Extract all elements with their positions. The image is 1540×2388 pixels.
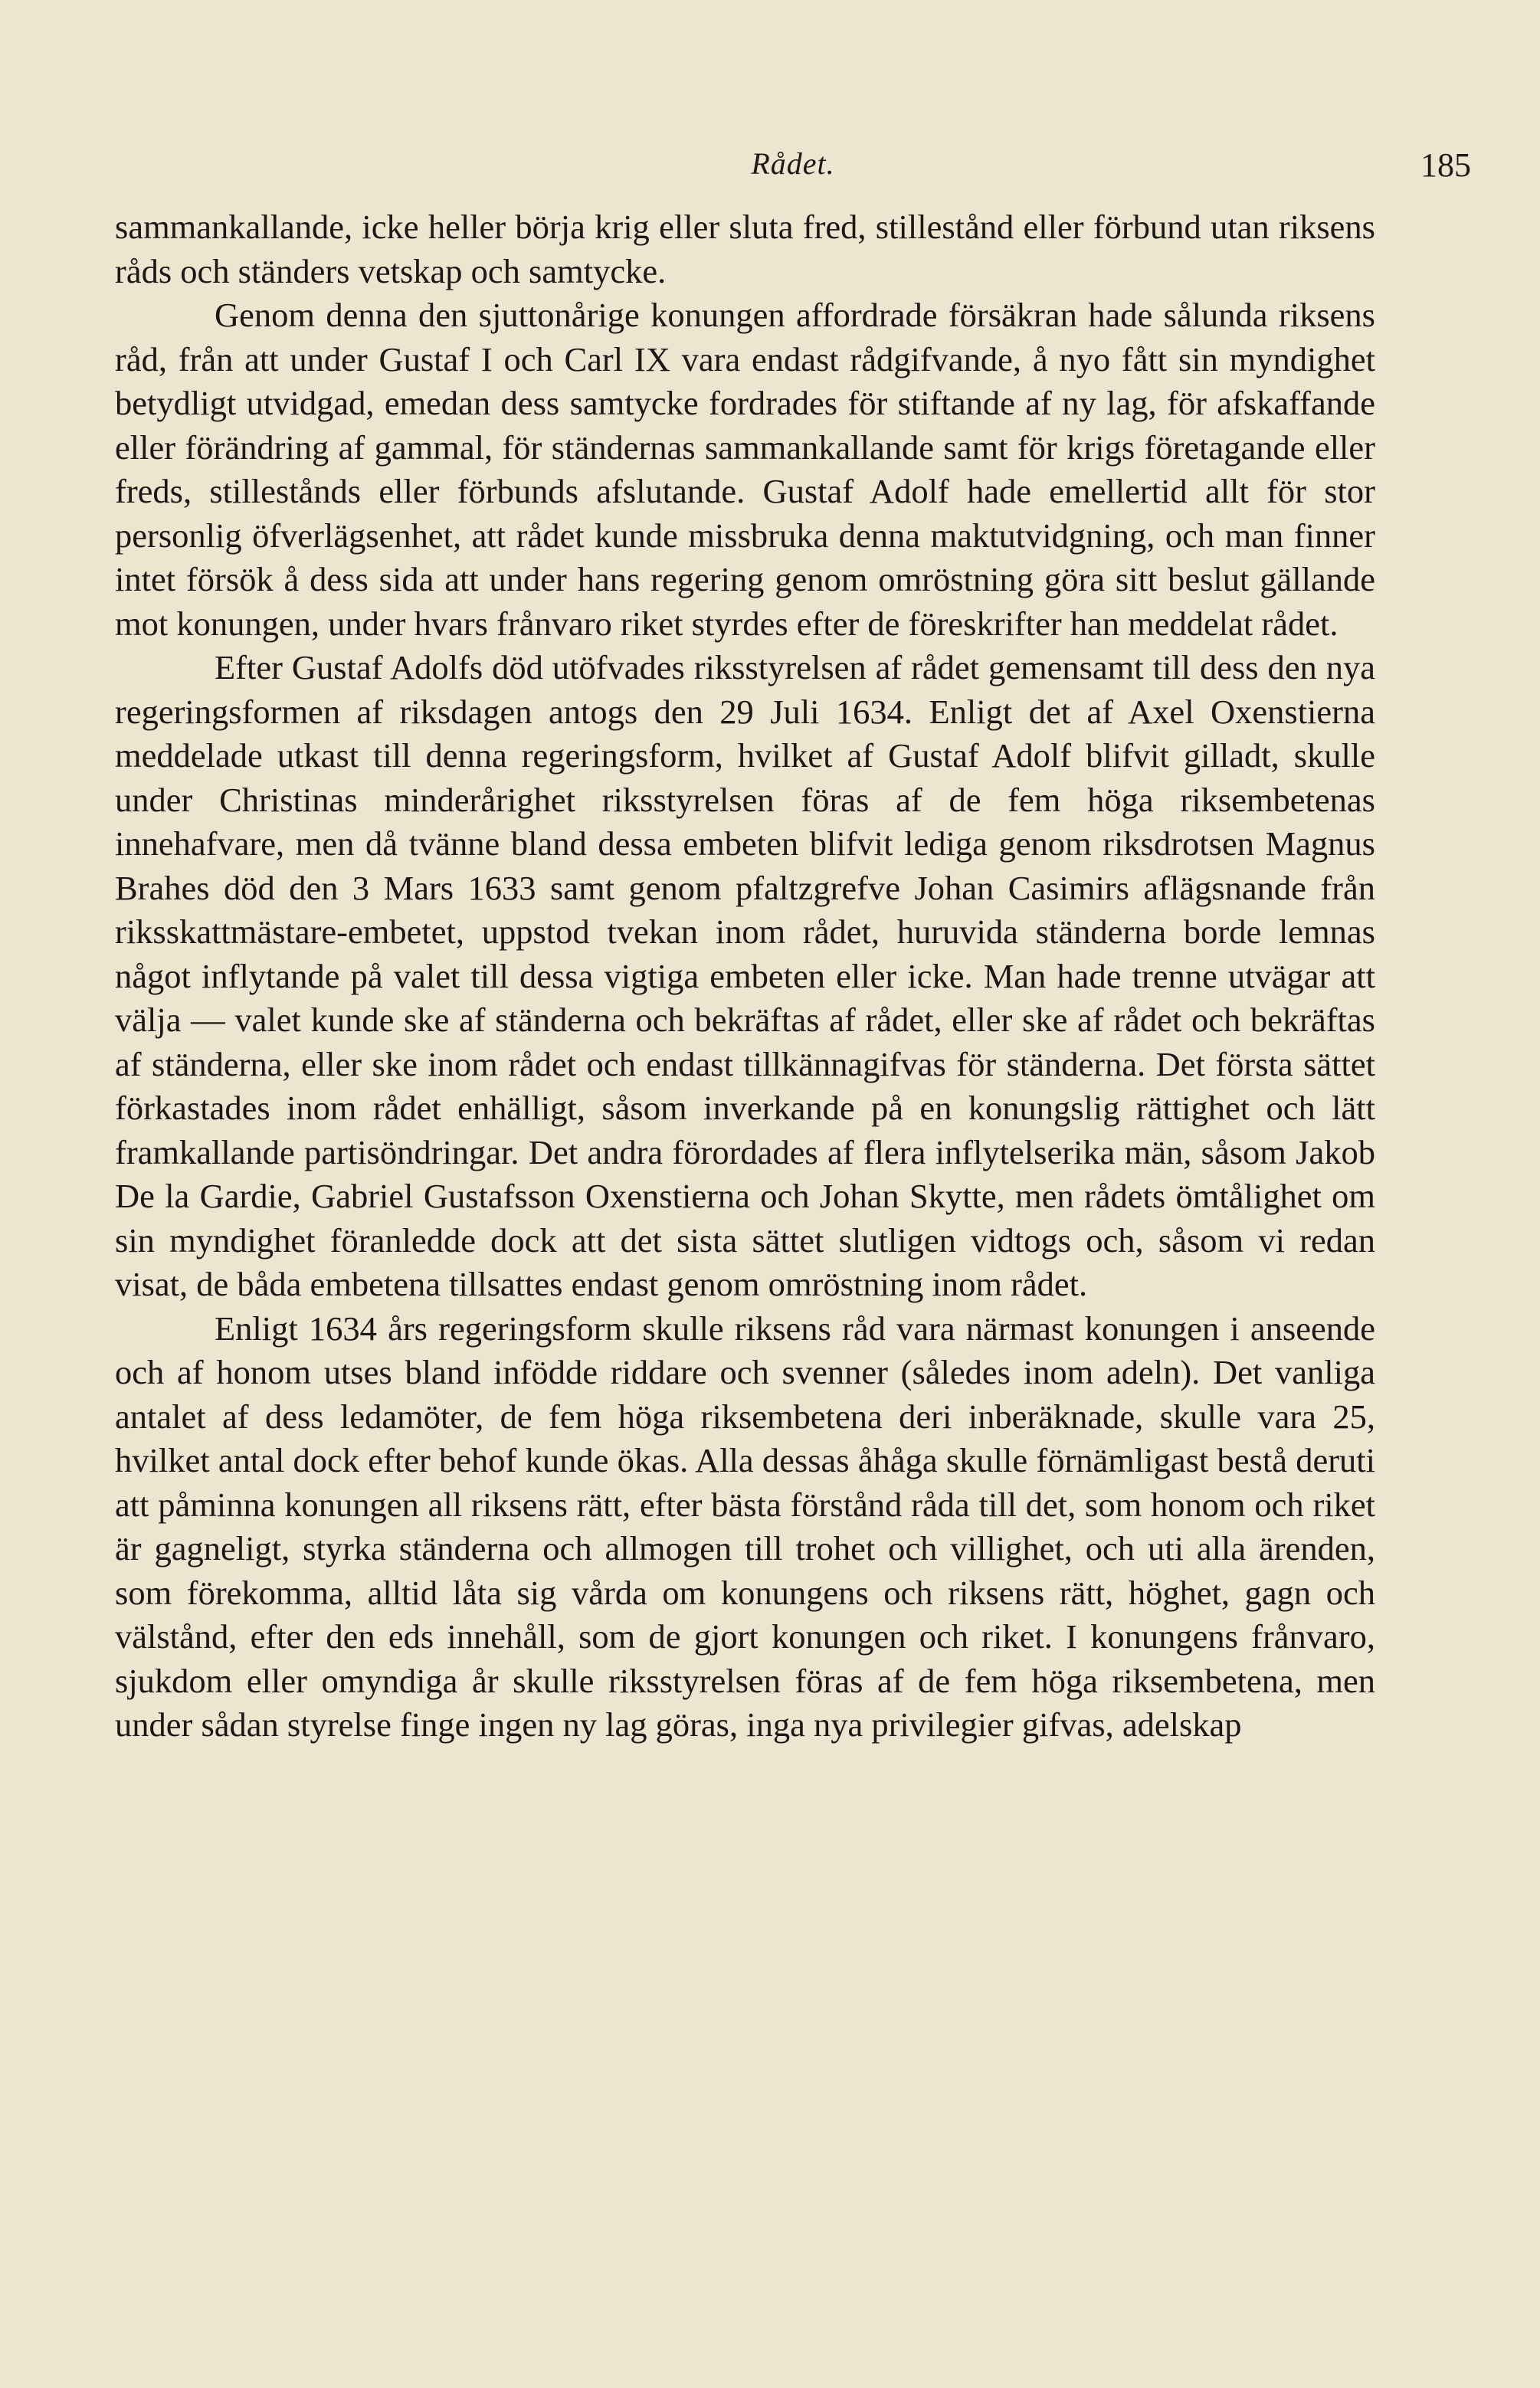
page-number: 185	[1420, 146, 1471, 184]
running-head: Rådet.	[751, 146, 835, 181]
paragraph: Enligt 1634 års regeringsform skulle riksens råd vara närmast konungen i anseende och af honom utses bland infödde riddare och svenner (således inom adeln). Det vanliga antalet af dess ledamöter, de fem höga riksembetena deri inberäknade, skulle vara 25, hvilket antal dock efter behof kunde ökas. Alla dessas åhåga skulle förnämligast bestå deruti att påminna konungen all riksens rätt, efter bästa förstånd råda till det, som honom och riket är gagneligt, styrka ständerna och allmogen till trohet och villighet, och uti alla ärenden, som förekomma, alltid låta sig vårda om konungens och riksens rätt, höghet, gagn och välstånd, efter den eds innehåll, som de gjort konungen och riket. I konungens frånvaro, sjukdom eller omyndiga år skulle riksstyrelsen föras af de fem höga riksembetena, men under sådan styrelse finge ingen ny lag göras, inga nya privilegier gifvas, adelskap	[115, 1309, 1375, 1744]
paragraph: Genom denna den sjuttonårige konungen affordrade försäkran hade sålunda riksens råd, från att under Gustaf I och Carl IX vara endast rådgifvande, å nyo fått sin myndighet betydligt utvidgad, emedan dess samtycke fordrades för stiftande af ny lag, för afskaffande eller förändring af gammal, för ständernas sammankallande samt för krigs företagande eller freds, stillestånds eller förbunds afslutande. Gustaf Adolf hade emellertid allt för stor personlig öfverlägsenhet, att rådet kunde missbruka denna maktutvidgning, och man finner intet försök å dess sida att under hans regering genom omröstning göra sitt beslut gällande mot konungen, under hvars frånvaro riket styrdes efter de föreskrifter han meddelat rådet.	[115, 296, 1375, 643]
page-header	[115, 146, 1471, 199]
paragraph-continued: sammankallande, icke heller börja krig eller sluta fred, stillestånd eller förbund utan riksens råds och ständers vetskap och samtycke.	[115, 208, 1375, 290]
body-text	[115, 205, 1375, 1748]
paragraph: Efter Gustaf Adolfs död utöfvades riksstyrelsen af rådet gemensamt till dess den nya regeringsformen af riksdagen antogs den 29 Juli 1634. Enligt det af Axel Oxenstierna meddelade utkast till denna regeringsform, hvilket af Gustaf Adolf blifvit gilladt, skulle under Christinas minderårighet riksstyrelsen föras af de fem höga riksembetenas innehafvare, men då tvänne bland dessa embeten blifvit lediga genom riksdrotsen Magnus Brahes död den 3 Mars 1633 samt genom pfaltzgrefve Johan Casimirs aflägsnande från riksskattmästare-embetet, uppstod tvekan inom rådet, huruvida ständerna borde lemnas något inflytande på valet till dessa vigtiga embeten eller icke. Man hade trenne utvägar att välja — valet kunde ske af ständerna och bekräftas af rådet, eller ske af rådet och bekräftas af ständerna, eller ske inom rådet och endast tillkännagifvas för ständerna. Det första sättet förkastades inom rådet enhälligt, såsom inverkande på en konungslig rättighet och lätt framkallande partisöndringar. Det andra förordades af flera inflytelserika män, såsom Jakob De la Gardie, Gabriel Gustafsson Oxenstierna och Johan Skytte, men rådets ömtålighet om sin myndighet föranledde dock att det sista sättet slutligen vidtogs och, såsom vi redan visat, de båda embetena tillsattes endast genom omröstning inom rådet.	[115, 648, 1375, 1303]
